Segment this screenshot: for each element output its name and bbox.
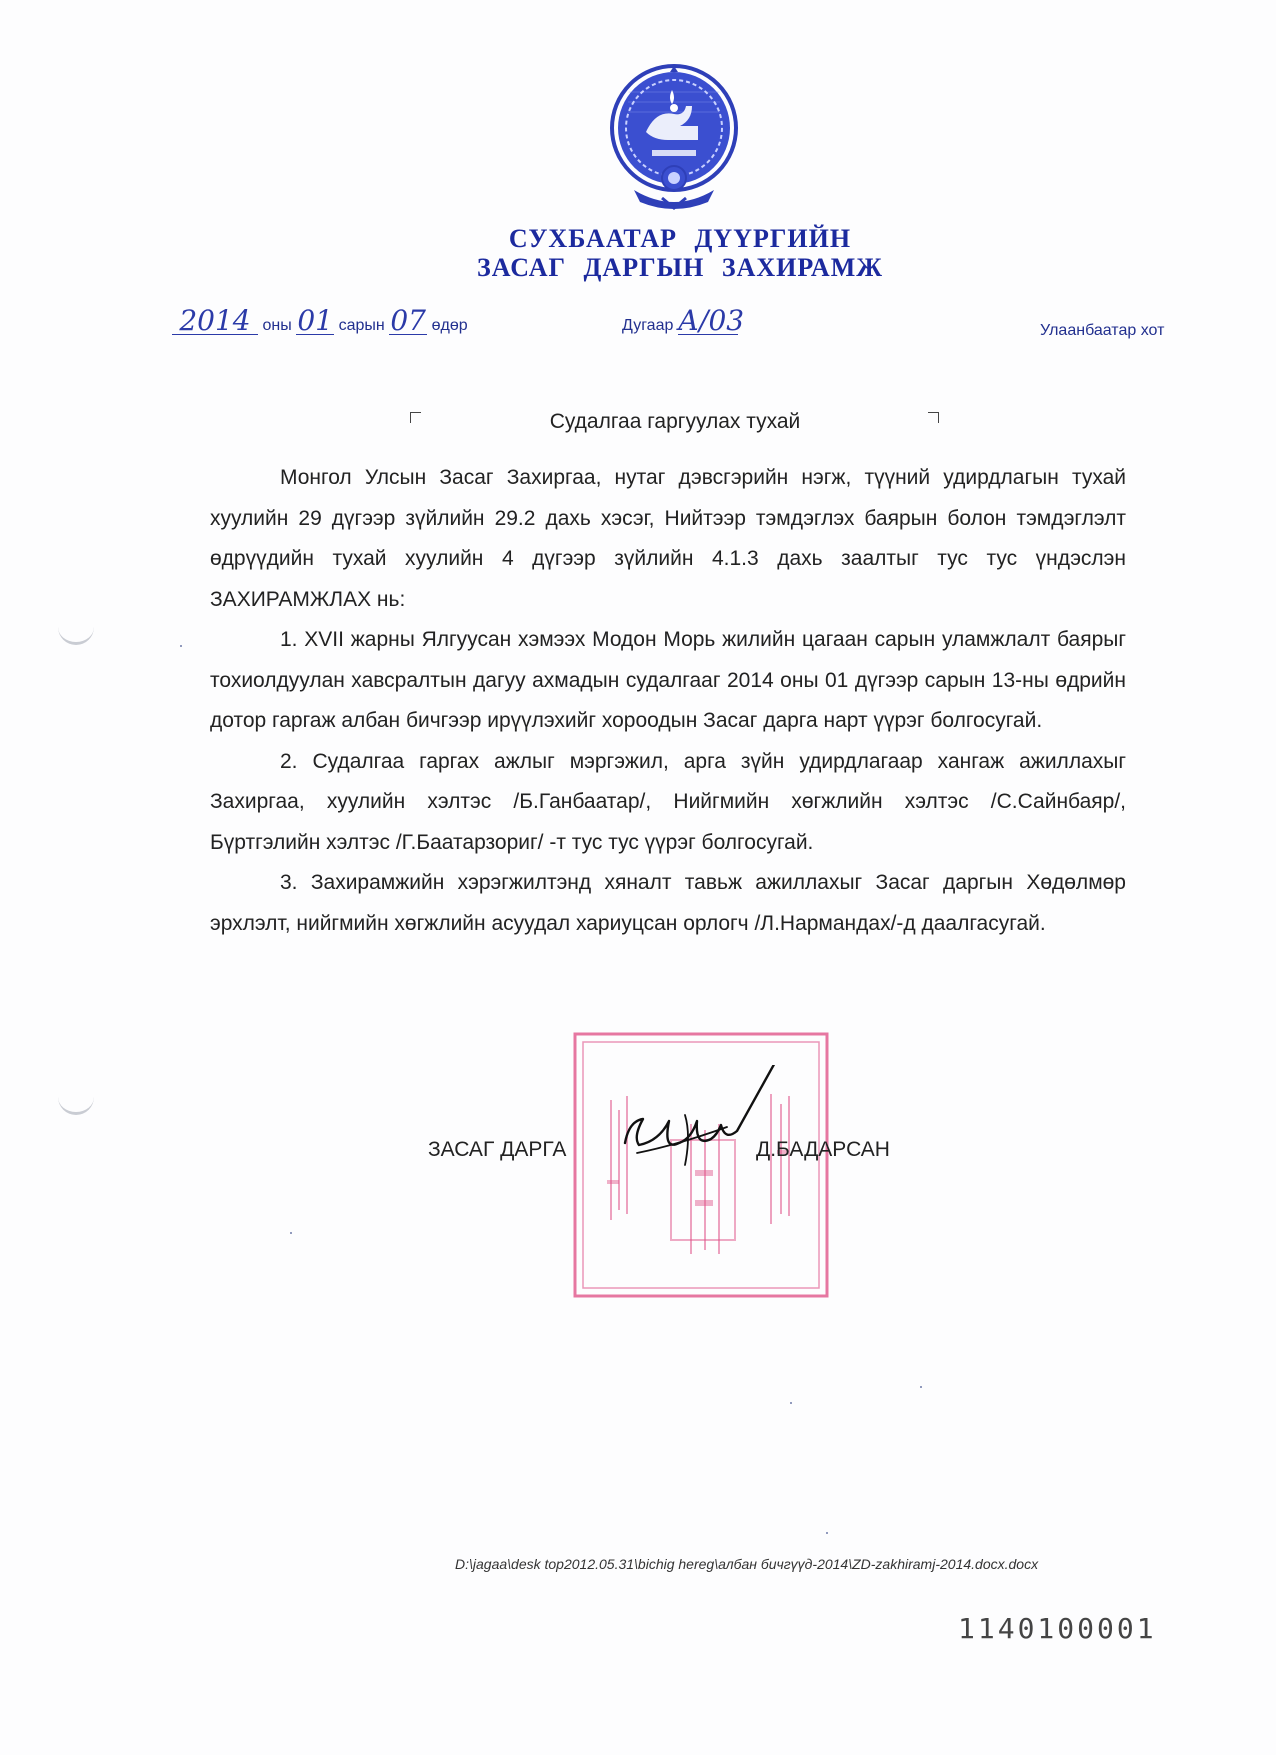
order-number: А/03 — [677, 304, 745, 337]
date-month: 01 — [297, 304, 333, 337]
date-line — [172, 304, 468, 337]
scan-speck — [180, 645, 182, 647]
signature-icon — [615, 1065, 785, 1185]
scan-speck — [826, 1532, 828, 1534]
subject-title: Судалгаа гаргуулах тухай — [549, 410, 801, 433]
signatory-name: Д.БАДАРСАН — [756, 1138, 890, 1161]
order-number-label: Дугаар — [622, 317, 674, 334]
date-month-suffix: сарын — [338, 317, 385, 334]
order-number-line — [622, 304, 745, 337]
date-day-suffix: өдөр — [431, 317, 468, 334]
issuer-title-line2: ЗАСАГ ДАРГЫН ЗАХИРАМЖ — [477, 253, 883, 282]
serial-number: 1140100001 — [958, 1612, 1157, 1645]
order-item-2: 2. Судалгаа гаргах ажлыг мэргэжил, арга зүйн удирдлагаар хангаж ажиллахыг Захиргаа, хуулийн хэлтэс /Б.Ганбаатар/, Нийгмийн хөгжлийн хэлтэс /С.Сайнбаяр/, Бүртгэлийн хэлтэс /Г.Баатарзориг/ -т тус тус үүрэг болгосугай. — [210, 749, 1126, 854]
issuer-title — [380, 224, 980, 282]
file-path-footer: D:\jagaa\desk top2012.05.31\bichig hereg\албан бичгүүд-2014\ZD-zakhiramj-2014.docx.docx — [455, 1556, 1039, 1572]
preamble-paragraph: Монгол Улсын Засаг Захиргаа, нутаг дэвсгэрийн нэгж, түүний удирдлагын тухай хуулийн 29 дүгээр зүйлийн 29.2 дахь хэсэг, Нийтээр тэмдэглэх баярын болон тэмдэглэлт өдрүүдийн тухай хуулийн 4 дүгээр зүйлийн 4.1.3 дахь заалтыг тус тус үндэслэн ЗАХИРАМЖЛАХ нь: — [210, 466, 1126, 611]
scan-speck — [290, 1232, 292, 1234]
punch-hole-top — [58, 622, 94, 645]
state-emblem-icon — [608, 62, 740, 210]
issuer-title-line1: СУХБААТАР ДҮҮРГИЙН — [508, 224, 852, 253]
city: Улаанбаатар хот — [1040, 322, 1165, 339]
signatory-title: ЗАСАГ ДАРГА — [428, 1138, 567, 1161]
date-day: 07 — [390, 304, 426, 337]
date-year: 2014 — [172, 308, 258, 335]
scan-speck — [920, 1386, 922, 1388]
order-item-1: 1. XVII жарны Ялгуусан хэмээх Модон Морь жилийн цагаан сарын уламжлалт баярыг тохиолдуулан хавсралтын дагуу ахмадын судалгааг 2014 оны 01 дүгээр сарын 13-ны өдрийн дотор гаргаж албан бичгээр ирүүлэхийг хороодын Засаг дарга нарт үүрэг болгосугай. — [210, 628, 1126, 732]
order-item-3: 3. Захирамжийн хэрэгжилтэнд хяналт тавьж ажиллахыг Засаг даргын Хөдөлмөр эрхлэлт, нийгмийн хөгжлийн асуудал хариуцсан орлогч /Л.Нармандах/-д даалгасугай. — [210, 871, 1126, 935]
order-body — [210, 458, 1126, 944]
scan-speck — [790, 1402, 792, 1404]
punch-hole-bottom — [58, 1092, 94, 1115]
date-year-suffix: оны — [262, 317, 292, 334]
